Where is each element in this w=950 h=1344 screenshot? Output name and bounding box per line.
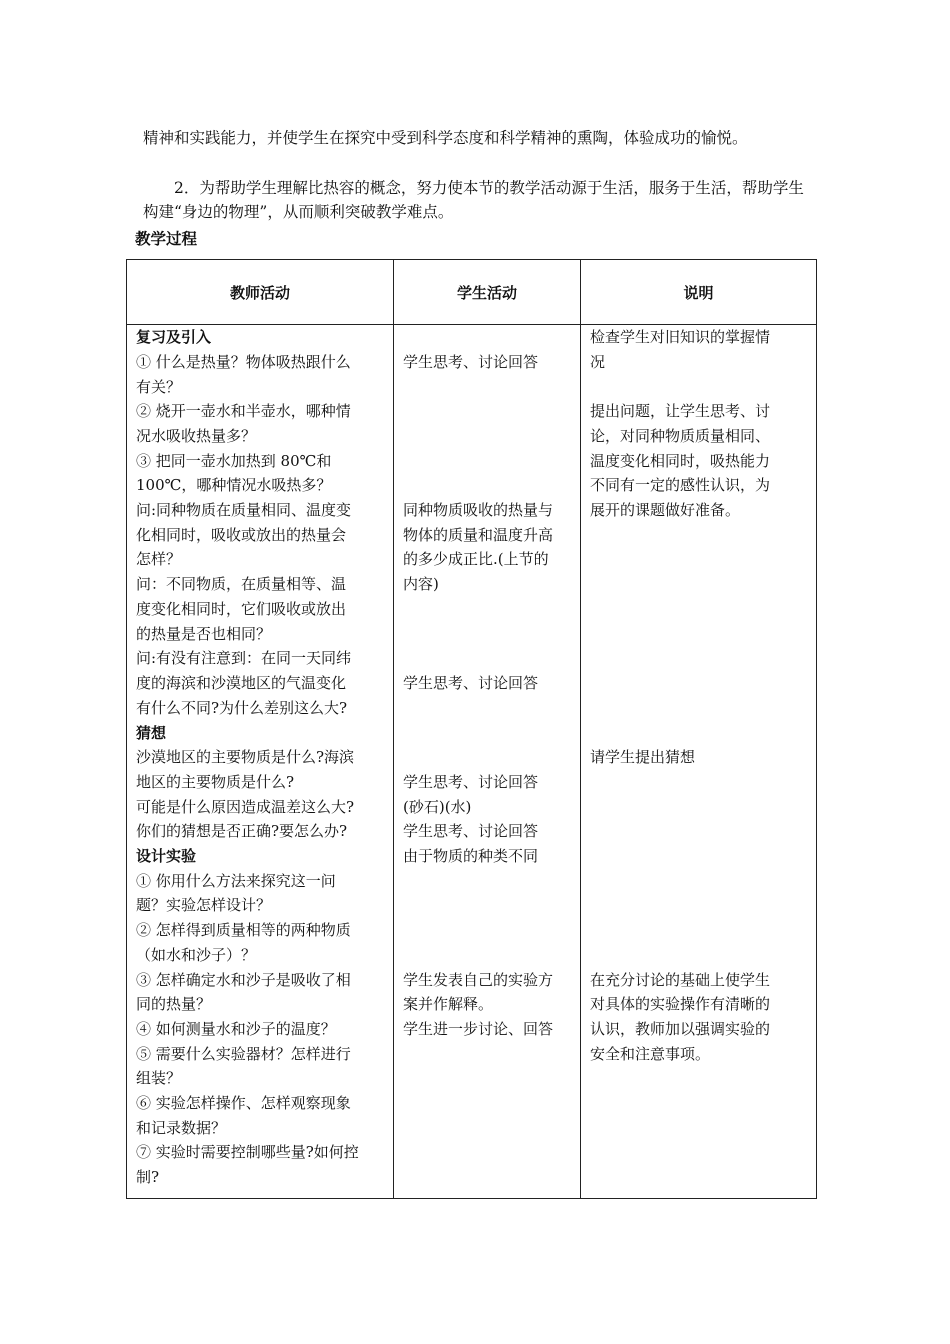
student-line: 学生思考、讨论回答 [403,822,539,840]
note-line: 提出问题，让学生思考、讨 [590,402,771,420]
intro-paragraph-2: 2．为帮助学生理解比热容的概念，努力使本节的教学活动源于生活，服务于生活，帮助学生构建“身边的物理”，从而顺利突破教学难点。 [143,179,804,221]
student-line: 学生思考、讨论回答 [403,674,539,692]
teacher-line: 你们的猜想是否正确?要怎么办? [136,822,348,840]
teacher-line: 的热量是否也相同？ [136,625,272,643]
teacher-activity-cell [127,325,394,1199]
teacher-line: 100℃，哪种情况水吸热多？ [136,476,332,494]
student-line: 学生进一步讨论、回答 [403,1020,554,1038]
intro-paragraph-1: 精神和实践能力，并使学生在探究中受到科学态度和科学精神的熏陶，体验成功的愉悦。 [143,129,748,147]
teacher-line: 沙漠地区的主要物质是什么?海滨 [136,748,355,766]
teacher-line: 度的海滨和沙漠地区的气温变化 [136,674,347,692]
teacher-line: 度变化相同时，它们吸收或放出 [136,600,347,618]
teacher-line: 制? [136,1168,160,1186]
teacher-line: 组装？ [136,1069,182,1087]
teaching-process-table [126,259,817,1199]
note-line: 安全和注意事项。 [590,1045,711,1063]
teacher-line: 复习及引入 [136,328,212,346]
note-line: 在充分讨论的基础上使学生 [590,971,771,989]
student-line: 物体的质量和温度升高 [403,526,554,544]
teacher-line: ③ 把同一壶水加热到 80℃和 [136,452,332,470]
student-line: 学生发表自己的实验方 [403,971,554,989]
section-heading: 教学过程 [135,230,198,248]
teacher-line: ⑤ 需要什么实验器材？怎样进行 [136,1045,351,1063]
table-header-row [127,260,817,325]
teacher-line: 和记录数据？ [136,1119,227,1137]
note-line: 请学生提出猜想 [590,748,696,766]
note-line: 展开的课题做好准备。 [590,501,741,519]
teacher-line: 有关？ [136,378,182,396]
teacher-line: ① 什么是热量？物体吸热跟什么 [136,353,351,371]
note-line: 认识，教师加以强调实验的 [590,1020,771,1038]
teacher-line: 地区的主要物质是什么? [136,773,295,791]
teacher-line: ④ 如何测量水和沙子的温度？ [136,1020,336,1038]
teacher-line: ② 烧开一壶水和半壶水，哪种情 [136,402,351,420]
teacher-line: ⑦ 实验时需要控制哪些量?如何控 [136,1143,359,1161]
teacher-line: 可能是什么原因造成温差这么大? [136,798,355,816]
teacher-line: 怎样？ [136,550,182,568]
teacher-line: 同的热量？ [136,995,212,1013]
student-line: 的多少成正比.(上节的 [403,550,549,568]
teacher-line: 问：不同物质，在质量相等、温 [136,575,347,593]
student-line: 学生思考、讨论回答 [403,353,539,371]
note-line: 不同有一定的感性认识，为 [590,476,771,494]
student-line: (砂石)(水) [403,798,472,816]
student-activity-cell [394,325,581,1199]
teacher-line: ② 怎样得到质量相等的两种物质 [136,921,351,939]
header-student-activity: 学生活动 [394,260,581,325]
note-line: 况 [590,353,606,371]
teacher-line: ③ 怎样确定水和沙子是吸收了相 [136,971,351,989]
teacher-line: ⑥ 实验怎样操作、怎样观察现象 [136,1094,351,1112]
note-line: 论，对同种物质质量相同、 [590,427,771,445]
teacher-line: （如水和沙子）？ [136,946,257,964]
header-teacher-activity: 教师活动 [127,260,394,325]
student-line: 由于物质的种类不同 [403,847,539,865]
teacher-line: 设计实验 [136,847,197,865]
teacher-line: 问:同种物质在质量相同、温度变 [136,501,352,519]
teacher-line: 猜想 [136,724,167,742]
teacher-line: 化相同时，吸收或放出的热量会 [136,526,347,544]
student-line: 同种物质吸收的热量与 [403,501,554,519]
student-line: 案并作解释。 [403,995,494,1013]
note-line: 对具体的实验操作有清晰的 [590,995,771,1013]
note-line: 检查学生对旧知识的掌握情 [590,328,771,346]
table-body-row [127,325,817,1199]
student-line: 学生思考、讨论回答 [403,773,539,791]
header-notes: 说明 [581,260,817,325]
teacher-line: 问:有没有注意到：在同一天同纬 [136,649,352,667]
teacher-line: 题？实验怎样设计？ [136,896,272,914]
student-line: 内容) [403,575,439,593]
teacher-line: 况水吸收热量多？ [136,427,257,445]
teacher-line: ① 你用什么方法来探究这一问 [136,872,336,890]
teacher-line: 有什么不同?为什么差别这么大? [136,699,348,717]
note-line: 温度变化相同时，吸热能力 [590,452,771,470]
notes-cell [581,325,817,1199]
